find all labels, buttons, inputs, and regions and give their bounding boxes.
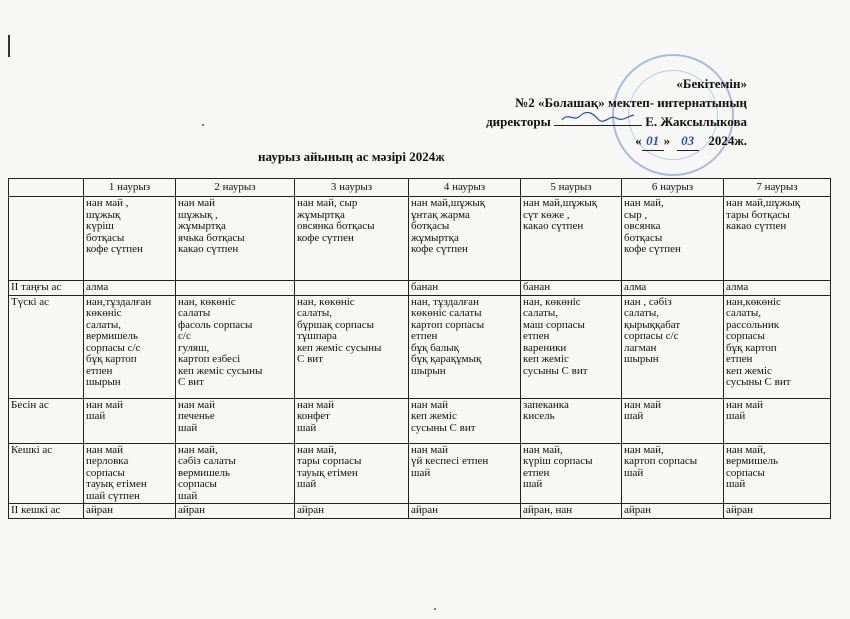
menu-line: көкөніс салаты (411, 307, 482, 319)
menu-line: нан, көкөніс (297, 295, 355, 308)
menu-line: көкөніс (86, 307, 122, 319)
menu-line: С вит (297, 353, 323, 365)
menu-line: шай (86, 410, 106, 422)
menu-line: маш сорпасы (523, 318, 585, 331)
menu-cell (724, 504, 831, 519)
menu-line: айран (726, 504, 754, 516)
menu-line: запеканка (523, 398, 569, 411)
menu-line: нан май, (624, 197, 664, 209)
table-row (9, 281, 831, 296)
menu-line: салаты (178, 307, 211, 319)
menu-line: кеп жеміс сусыны (297, 341, 382, 354)
menu-cell (84, 197, 176, 281)
menu-line: сусыны С вит (523, 364, 588, 377)
menu-line: сусыны С вит (411, 421, 476, 434)
menu-line: етпен (523, 466, 550, 479)
menu-line: какао сүтпен (523, 220, 584, 232)
menu-line: салаты, (523, 307, 559, 319)
date-year: 2024ж. (708, 133, 747, 148)
menu-line: нан май (411, 443, 449, 456)
director-label: директоры (486, 114, 551, 129)
menu-line: шай (523, 478, 543, 490)
menu-line: сорпасы с/с (86, 341, 141, 354)
menu-cell (409, 295, 521, 398)
menu-line: етпен (411, 330, 438, 342)
menu-line: айран (624, 504, 652, 516)
menu-line: фасоль сорпасы (178, 318, 253, 331)
menu-line: алма (624, 281, 647, 293)
menu-line: какао сүтпен (726, 220, 787, 232)
menu-cell (521, 197, 622, 281)
menu-line: салаты, (624, 307, 660, 319)
date-day: 01 (642, 131, 664, 151)
menu-cell (295, 443, 409, 504)
menu-line: с/с (178, 330, 191, 342)
menu-line: шай (178, 489, 198, 502)
menu-cell (176, 295, 295, 398)
menu-line: күріш сорпасы (523, 455, 593, 467)
menu-line: шай сүтпен (86, 489, 140, 502)
menu-line: кофе сүтпен (297, 231, 354, 244)
menu-line: үй кеспесі етпен (411, 455, 489, 467)
approval-block (486, 74, 747, 151)
menu-line: қырыққабат (624, 318, 681, 331)
menu-line: кеп жеміс сусыны (178, 364, 263, 377)
signature (554, 114, 642, 126)
director-name: Е. Жаксылыкова (645, 114, 747, 129)
menu-line: гуляш, (178, 341, 210, 354)
table-row (9, 295, 831, 398)
menu-line: ұнтақ жарма (411, 208, 470, 221)
menu-cell (521, 504, 622, 519)
menu-line: нан,көкөніс (726, 295, 781, 308)
menu-cell (622, 281, 724, 296)
menu-line: вареники (523, 341, 567, 354)
signature-scribble (558, 110, 638, 124)
menu-line: нан май, (297, 443, 337, 456)
menu-line: шай (297, 421, 317, 434)
menu-line: кофе сүтпен (411, 243, 468, 255)
menu-cell (724, 295, 831, 398)
menu-cell (521, 443, 622, 504)
menu-line: сәбіз салаты (178, 455, 236, 467)
column-header: 7 наурыз (724, 179, 831, 197)
menu-line: сорпасы с/с (624, 330, 679, 342)
column-header: 5 наурыз (521, 179, 622, 197)
table-row (9, 504, 831, 519)
menu-line: салаты, (86, 318, 122, 331)
menu-line: шұжық , (178, 208, 218, 221)
menu-cell (724, 398, 831, 443)
menu-line: С вит (178, 376, 204, 388)
menu-line: ботқасы (411, 220, 450, 232)
menu-line: нан, тұздалған (411, 295, 479, 308)
menu-line: шай (297, 478, 317, 490)
menu-line: тары сорпасы (297, 455, 362, 467)
menu-line: нан, көкөніс (523, 295, 581, 308)
date-month: 03 (677, 131, 699, 151)
menu-line: шай (624, 410, 644, 422)
scan-edge-mark (8, 35, 10, 57)
approval-heading: «Бекітемін» (676, 76, 747, 91)
menu-line: шырын (411, 364, 446, 377)
column-header: 4 наурыз (409, 179, 521, 197)
menu-line: нан , сәбіз (624, 295, 672, 308)
menu-cell (84, 398, 176, 443)
menu-line: банан (523, 281, 551, 293)
menu-line: нан,тұздалған (86, 295, 152, 308)
menu-line: тауық етімен (86, 478, 147, 490)
menu-line: шай (178, 421, 198, 434)
menu-line: айран (411, 504, 439, 516)
approval-school: №2 «Болашақ» мектеп- интернатының (515, 95, 747, 110)
menu-line: картоп сорпасы (624, 455, 698, 467)
menu-line: кисель (523, 410, 555, 422)
menu-line: шай (624, 466, 644, 479)
menu-cell (409, 504, 521, 519)
menu-line: нан май, (178, 443, 218, 456)
meal-label: Түскі ас (9, 295, 84, 398)
menu-line: вермишель (178, 466, 231, 479)
menu-line: күріш (86, 220, 114, 232)
table-row (9, 443, 831, 504)
menu-line: нан май , (86, 197, 129, 209)
menu-line: вермишель (726, 455, 779, 467)
menu-line: айран, нан (523, 504, 573, 516)
menu-line: айран (297, 504, 325, 516)
menu-cell (295, 281, 409, 296)
menu-cell (409, 443, 521, 504)
menu-line: жұмыртқа (411, 231, 459, 244)
menu-line: вермишель (86, 330, 139, 342)
menu-cell (84, 443, 176, 504)
column-header: 3 наурыз (295, 179, 409, 197)
menu-line: айран (178, 504, 206, 516)
menu-line: нан май (178, 398, 216, 411)
menu-cell (409, 398, 521, 443)
menu-line: жұмыртқа (297, 208, 345, 221)
menu-line: бұқ балық (411, 341, 459, 354)
menu-line: шай (726, 478, 746, 490)
menu-line: нан май (624, 398, 662, 411)
menu-line: айран (86, 504, 114, 516)
meal-label (9, 197, 84, 281)
menu-line: салаты, (726, 307, 762, 319)
table-row (9, 197, 831, 281)
menu-line: шұжық (86, 208, 121, 221)
menu-line: банан (411, 281, 439, 293)
menu-line: алма (86, 281, 109, 293)
menu-cell (724, 281, 831, 296)
meal-label: ІІ таңғы ас (9, 281, 84, 296)
menu-cell (84, 295, 176, 398)
menu-cell (295, 295, 409, 398)
menu-line: нан май (411, 398, 449, 411)
menu-cell (622, 443, 724, 504)
menu-line: нан май,шұжық (411, 197, 486, 209)
menu-line: шырын (624, 353, 659, 365)
menu-cell (176, 197, 295, 281)
header-row (9, 179, 831, 197)
column-header (9, 179, 84, 197)
menu-cell (176, 504, 295, 519)
menu-cell (176, 281, 295, 296)
meal-label: ІІ кешкі ас (9, 504, 84, 519)
menu-line: печенье (178, 410, 215, 422)
menu-cell (84, 281, 176, 296)
menu-cell (521, 398, 622, 443)
menu-cell (521, 295, 622, 398)
menu-cell (295, 504, 409, 519)
menu-line: тары ботқасы (726, 208, 790, 221)
menu-cell (724, 197, 831, 281)
menu-line: алма (726, 281, 749, 293)
menu-line: нан, көкөніс (178, 295, 236, 308)
menu-line: бұқ қарақұмық (411, 353, 482, 365)
scan-speck (434, 608, 436, 610)
menu-cell (724, 443, 831, 504)
menu-line: ботқасы (624, 231, 663, 244)
menu-line: нан май (178, 197, 216, 209)
menu-line: нан май (726, 398, 764, 411)
menu-cell (622, 398, 724, 443)
menu-line: шай (726, 410, 746, 422)
menu-line: овсянка (624, 220, 661, 232)
menu-cell (176, 398, 295, 443)
menu-cell (295, 398, 409, 443)
menu-line: овсянка ботқасы (297, 220, 375, 232)
menu-line: сүт көже , (523, 208, 570, 221)
menu-line: жұмыртқа (178, 220, 226, 232)
approval-director-line (486, 112, 747, 131)
menu-line: нан май, (624, 443, 664, 456)
menu-line: бұршақ сорпасы (297, 318, 374, 331)
menu-line: ячька ботқасы (178, 231, 245, 244)
menu-cell (521, 281, 622, 296)
page-title: наурыз айының ас мәзірі 2024ж (258, 149, 445, 164)
menu-line: нан май (86, 443, 124, 456)
menu-line: кеп жеміс (411, 410, 457, 422)
menu-line: картоп сорпасы (411, 318, 485, 331)
menu-line: шырын (86, 376, 121, 388)
menu-line: сорпасы (86, 466, 125, 479)
menu-cell (409, 197, 521, 281)
menu-line: сорпасы (178, 478, 217, 490)
menu-line: нан май,шұжық (523, 197, 598, 209)
menu-line: салаты, (297, 307, 333, 319)
menu-line: нан май, сыр (297, 197, 358, 209)
menu-line: сыр , (624, 208, 648, 221)
column-header: 6 наурыз (622, 179, 724, 197)
scan-speck (202, 124, 204, 126)
menu-line: нан май (86, 398, 124, 411)
menu-line: нан май,шұжық (726, 197, 801, 209)
column-header: 1 наурыз (84, 179, 176, 197)
menu-line: етпен (86, 364, 113, 377)
menu-cell (622, 197, 724, 281)
menu-cell (622, 295, 724, 398)
column-header: 2 наурыз (176, 179, 295, 197)
menu-line: нан май, (523, 443, 563, 456)
menu-line: конфет (297, 410, 330, 422)
meal-label: Кешкі ас (9, 443, 84, 504)
menu-cell (622, 504, 724, 519)
menu-line: тауық етімен (297, 466, 358, 479)
menu-line: ботқасы (86, 231, 125, 244)
table-row (9, 398, 831, 443)
menu-line: тұшпара (297, 330, 337, 342)
menu-cell (176, 443, 295, 504)
meal-label: Бесін ас (9, 398, 84, 443)
menu-line: етпен (726, 353, 753, 365)
menu-line: кофе сүтпен (86, 243, 143, 255)
menu-line: шай (411, 466, 431, 479)
menu-table (8, 178, 831, 519)
menu-line: бұқ картоп (86, 353, 137, 365)
menu-line: перловка (86, 455, 129, 467)
menu-line: какао сүтпен (178, 243, 239, 255)
menu-line: кофе сүтпен (624, 243, 681, 255)
menu-cell (295, 197, 409, 281)
menu-line: кеп жеміс (523, 353, 569, 365)
menu-cell (84, 504, 176, 519)
menu-line: картоп езбесі (178, 353, 241, 365)
menu-line: кеп жеміс (726, 364, 772, 377)
menu-line: нан май, (726, 443, 766, 456)
menu-cell (409, 281, 521, 296)
menu-line: сусыны С вит (726, 376, 791, 388)
menu-line: бұқ картоп (726, 341, 777, 354)
menu-line: рассольник (726, 318, 780, 331)
approval-date: « 01 » 03 2024ж. (486, 131, 747, 151)
menu-line: лагман (624, 341, 657, 354)
menu-line: сорпасы (726, 466, 765, 479)
menu-line: етпен (523, 330, 550, 342)
menu-line: сорпасы (726, 330, 765, 342)
menu-line: нан май (297, 398, 335, 411)
